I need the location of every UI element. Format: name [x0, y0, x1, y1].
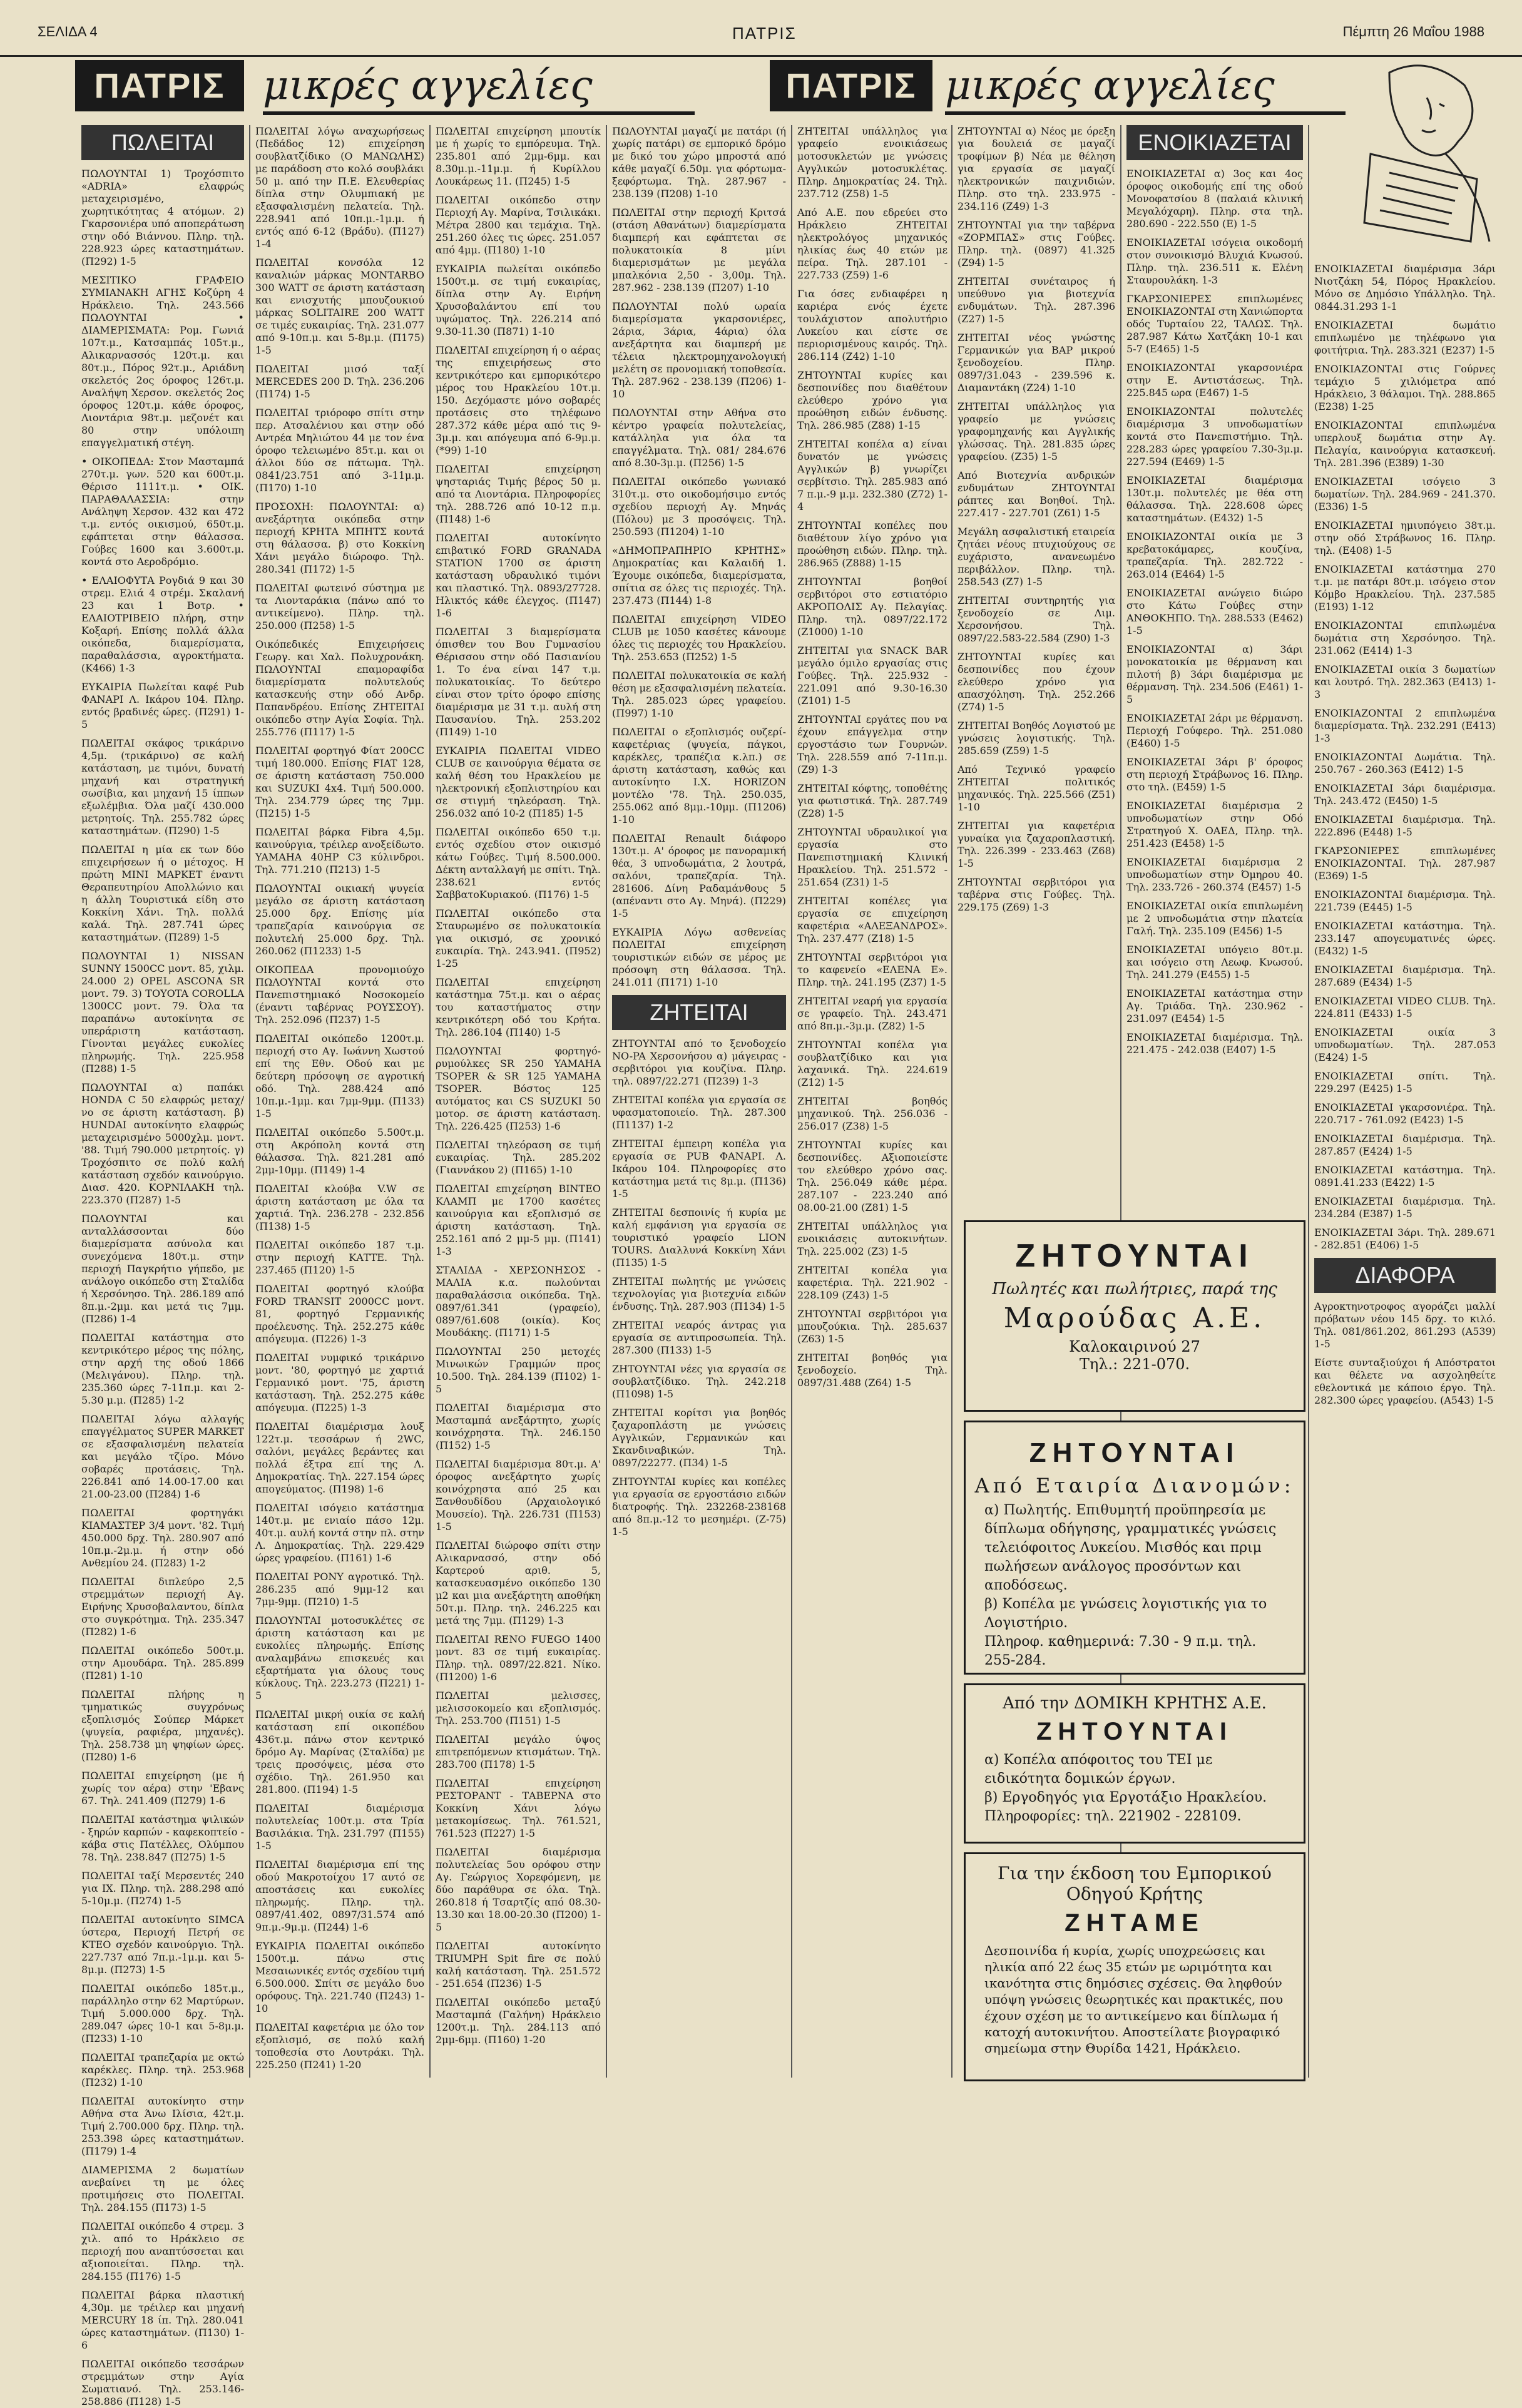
classified-ad: ΕΝΟΙΚΙΑΖΕΤΑΙ 3άρι β' όροφος στη περιοχή Στράβωνος 16. Πληρ. στο τηλ. (Ε459) 1-5	[1126, 756, 1303, 793]
classified-ad: ΖΗΤΕΙΤΑΙ Βοηθός Λογιστού με γνώσεις λογιστικής. Τηλ. 285.659 (Z59) 1-5	[958, 720, 1115, 757]
classified-ad: ΠΩΛΟΥΝΤΑΙ 1) NISSAN SUNNY 1500CC μοντ. 85, χιλμ. 24.000 2) OPEL ASCONA SR μοντ. 79. 3) TOYOTA COROLLA 1300CC μοντ. 79. Όλα τα παραπάνω αυτοκίνητα σε υπεράριστη κατάσταση. Γίνονται μεγάλες ευκολίες πληρωμής. Τηλ. 225.958 (Π288) 1-5	[81, 950, 244, 1074]
classified-ad: ΠΩΛΕΙΤΑΙ αυτοκίνητο στην Αθήνα στα Άνω Ιλίσια, 42τ.μ. Τιμή 2.700.000 δρχ. Πληρ. τηλ. 253.398 ώρες καταστημάτων. (Π179) 1-4	[81, 2095, 244, 2157]
classified-ad: ΖΗΤΕΙΤΑΙ κοπέλα α) είναι δυνατόν με γνώσεις Αγγλικών β) γνωρίζει σερβίτσιο. Τηλ. 285.983 από 7 π.μ.-9 μ.μ. 232.380 (Z72) 1-4	[797, 438, 947, 513]
section-header-diafora: ΔΙΑΦΟΡΑ	[1314, 1258, 1496, 1293]
classified-ad: ΕΝΟΙΚΙΑΖΕΤΑΙ οικία 3 δωματίων και λουτρό. Τηλ. 282.363 (Ε413) 1-3	[1314, 663, 1496, 700]
column-rule	[951, 125, 953, 2078]
classified-ad: ΠΩΛΕΙΤΑΙ οικόπεδο μεταξύ Μασταμπά (Γαλήνη) Ηράκλειο 1200τ.μ. Τηλ. 284.113 από 2μμ-6μμ. (Π160) 1-20	[436, 1996, 601, 2046]
ad-heading: ΖΗΤΟΥΝΤΑΙ	[1015, 1238, 1254, 1274]
section-header-poleitai: ΠΩΛΕΙΤΑΙ	[81, 125, 244, 160]
classified-ad: «ΔΗΜΟΠΡΑΠΗΡΙΟ ΚΡΗΤΗΣ» Δημοκρατίας και Καλαιδή 1. Έχουμε οικόπεδα, διαμερίσματα, σπίτια σε όλες τις περιοχές. Τηλ. 237.473 (Π144) 1-8	[612, 544, 786, 606]
classified-ad: ΕΝΟΙΚΙΑΖΟΝΤΑΙ επιπλωμένα δωμάτια στη Χερσόνησο. Τηλ. 231.062 (Ε414) 1-3	[1314, 620, 1496, 656]
ad-heading: ΖΗΤΟΥΝΤΑΙ	[1029, 1437, 1240, 1468]
ad-contact: Πληροφ. καθημερινά: 7.30 - 9 π.μ. τηλ. 255-284.	[984, 1634, 1257, 1668]
classified-ad: ΠΩΛΕΙΤΑΙ κονσόλα 12 καναλιών μάρκας MONTARBO 300 WATT σε άριστη κατάσταση και ενισχυτής μπουζουκιού μάρκας SOLITAIRE 200 WATT σε τιμές ευκαιρίας. Τηλ. 231.077 από 9-10π.μ. και 5-8μ.μ. (Π175) 1-5	[255, 257, 424, 356]
masthead-left	[75, 60, 701, 111]
classified-ad: ΠΩΛΟΥΝΤΑΙ οικιακή ψυγεία μεγάλο σε άριστη κατάσταση 25.000 δρχ. Επίσης μία τραπεζαρία καινούργια σε πολυτελή 25.000 δρχ. Τηλ. 260.062 (Π1233) 1-5	[255, 882, 424, 957]
classified-ad: ΕΝΟΙΚΙΑΖΕΤΑΙ ημιυπόγειο 38τ.μ. στην οδό Στράβωνος 16. Πληρ. τηλ. (Ε408) 1-5	[1314, 519, 1496, 556]
classified-ad: ΕΥΚΑΙΡΙΑ Λόγω ασθενείας ΠΩΛΕΙΤΑΙ επιχείρηση τουριστικών ειδών σε μέρος με πρόσοψη στη θάλασσα. Τηλ. 241.011 (Π171) 1-10	[612, 926, 786, 988]
classified-ad: ΕΝΟΙΚΙΑΖΕΤΑΙ κατάστημα στην Αγ. Τριάδα. Τηλ. 230.962 - 231.097 (Ε454) 1-5	[1126, 987, 1303, 1024]
classified-ad: ΠΩΛΕΙΤΑΙ 3 διαμερίσματα όπισθεν του Βου Γυμνασίου Θέρισσου στην οδό Πασιανίου 1. Το ένα είναι 147 τ.μ. πολυκατοικίας. Το δεύτερο είναι στον τρίτο όροφο επίσης διαμέρισμα με 31 τ.μ. αυλή στη Παυσανίου. Τηλ. 253.202 (Π149) 1-10	[436, 626, 601, 738]
classified-ad: ΠΩΛΕΙΤΑΙ λόγω αλλαγής επαγγέλματος SUPER MARKET σε εξασφαλισμένη πελατεία και μεγάλο τζίρο. Μόνο σοβαρές προτάσεις. Τηλ. 226.841 από 14.00-17.00 και 21.00-23.00 (Π284) 1-6	[81, 1413, 244, 1500]
classified-ad: ΠΩΛΕΙΤΑΙ κατάστημα ψιλικών - ξηρών καρπών - καφεκοπτείο - κάβα στις Πατέλλες, Ολύμπου 78. Τηλ. 238.847 (Π275) 1-5	[81, 1814, 244, 1863]
classified-ad: ΠΩΛΟΥΝΤΑΙ μοτοσυκλέτες σε άριστη κατάσταση και με ευκολίες πληρωμής. Επίσης αναλαμβάνω επισκευές και εξαρτήματα για όλους τους κύκλους. Τηλ. 223.273 (Π221) 1-5	[255, 1615, 424, 1701]
classified-ad: ΕΝΟΙΚΙΑΖΟΝΤΑΙ διαμέρισμα. Τηλ. 221.739 (Ε445) 1-5	[1314, 889, 1496, 913]
classified-ad: ΖΗΤΟΥΝΤΑΙ α) Νέος με όρεξη για δουλειά σε μαγαζί τροφίμων β) Νέα με θέληση για εργασία σε μαγαζί ηλεκτρονικών παιχνιδιών. Πληρ. στο τηλ. 233.975 - 234.116 (Z49) 1-3	[958, 125, 1115, 212]
classified-ad: ΠΩΛΕΙΤΑΙ διαμέρισμα επί της οδού Μακροτοίχου 17 αυτό σε αποστάσεις και ευκολίες πληρωμής. Πληρ. τηλ. 0897/41.402, 0897/31.574 από 9π.μ.-9μ.μ. (Π244) 1-6	[255, 1859, 424, 1933]
classified-ad: ΖΗΤΟΥΝΤΑΙ εργάτες που να έχουν επάγγελμα στην εργοστάσιο των Γουρνών. Τηλ. 228.559 από 7-11π.μ. (Z9) 1-3	[797, 713, 947, 775]
classified-ad: ΠΩΛΕΙΤΑΙ μισό ταξί MERCEDES 200 D. Τηλ. 236.206 (Π174) 1-5	[255, 363, 424, 400]
running-title: ΠΑΤΡΙΣ	[732, 24, 797, 43]
classified-ad: ΖΗΤΟΥΝΤΑΙ κοπέλες που διαθέτουν λίγο χρόνο για προώθηση ειδών. Πληρ. τηλ. 286.965 (Z888) 1-15	[797, 519, 947, 569]
classified-ad: ΔΙΑΜΕΡΙΣΜΑ 2 δωματίων ανεβαίνει τη με όλες προτιμήσεις στο ΠΟΛΕΙΤΑΙ. Τηλ. 284.155 (Π173) 1-5	[81, 2164, 244, 2213]
classified-ad: ΠΩΛΕΙΤΑΙ βάρκα Fibra 4,5μ. καινούργια, τρέιλερ ανοξείδωτο. YAMAHA 40HP C3 κύλινδροι. Τηλ. 771.210 (Π213) 1-5	[255, 826, 424, 875]
classified-ad: ΠΩΛΕΙΤΑΙ διαμέρισμα στο Μασταμπά ανεξάρτητο, χωρίς κοινόχρηστα. Τηλ. 246.150 (Π152) 1-5	[436, 1402, 601, 1451]
classified-ad: Από Α.Ε. που εδρεύει στο Ηράκλειο ΖΗΤΕΙΤΑΙ ηλεκτρολόγος μηχανικός ηλικίας έως 40 ετών με πείρα. Τηλ. 287.101 - 227.733 (Z59) 1-6	[797, 207, 947, 281]
classified-ad: ΠΩΛΕΙΤΑΙ μεγάλο ύψος επιτρεπόμενων κτισμάτων. Τηλ. 283.700 (Π178) 1-5	[436, 1733, 601, 1770]
classified-ad: ΠΩΛΕΙΤΑΙ οικόπεδο 185τ.μ., παράλληλο στην 62 Μαρτύρων. Τιμή 5.000.000 δρχ. Τηλ. 289.047 ώρες 10-1 και 5-8μ.μ. (Π233) 1-10	[81, 1982, 244, 2044]
classified-ad: ΠΩΛΕΙΤΑΙ ταξί Μερσεντές 240 για ΙΧ. Πληρ. τηλ. 288.298 από 5-10μ.μ. (Π274) 1-5	[81, 1870, 244, 1907]
classified-ad: ΖΗΤΟΥΝΤΑΙ κοπέλα για σουβλατζίδικο και για λαχανικά. Τηλ. 224.619 (Z12) 1-5	[797, 1039, 947, 1088]
classified-ad: ΖΗΤΟΥΝΤΑΙ κυρίες και δεσποινίδες που έχουν ελεύθερο χρόνο για απασχόληση. Τηλ. 252.266 (Z74) 1-5	[958, 651, 1115, 713]
classified-ad: ΠΩΛΕΙΤΑΙ βάρκα πλαστική 4,30μ. με τρέιλερ και μηχανή MERCURY 18 ίπ. Τηλ. 280.041 ώρες καταστημάτων. (Π130) 1-6	[81, 2289, 244, 2351]
classified-ad: ΖΗΤΟΥΝΤΑΙ υδραυλικοί για εργασία στο Πανεπιστημιακή Κλινική Ηρακλείου. Τηλ. 251.572 - 251.654 (Z31) 1-5	[797, 826, 947, 888]
classified-ad: ΖΗΤΟΥΝΤΑΙ κυρίες και δεσποινίδες. Αξιοποιείστε τον ελεύθερο χρόνο σας. Τηλ. 256.049 κάθε μέρα. 287.107 - 223.240 από 08.00-21.00 (Z81) 1-5	[797, 1139, 947, 1213]
classified-ad: ΠΩΛΕΙΤΑΙ οικόπεδο τεσσάρων στρεμμάτων στην Αγία Σωματιανό. Τηλ. 253.146-258.886 (Π128) 1-5	[81, 2358, 244, 2407]
classified-ad: ΕΝΟΙΚΙΑΖΕΤΑΙ διαμέρισμα. Τηλ. 221.475 - 242.038 (Ε407) 1-5	[1126, 1031, 1303, 1056]
classified-ad: ΖΗΤΟΥΝΤΑΙ από το ξενοδοχείο NO-PA Χερσονήσου α) μάγειρας - σερβιτόροι για κουζίνα. Πληρ. τηλ. 0897/22.271 (Π239) 1-3	[612, 1038, 786, 1087]
classified-ad: Από Τεχνικό γραφείο ΖΗΤΕΙΤΑΙ πολιτικός μηχανικός. Τηλ. 225.566 (Z51) 1-10	[958, 763, 1115, 813]
classified-ad: ΕΝΟΙΚΙΑΖΕΤΑΙ διαμέρισμα. Τηλ. 287.689 (Ε434) 1-5	[1314, 964, 1496, 988]
classified-ad: ΕΝΟΙΚΙΑΖΕΤΑΙ δωμάτιο επιπλωμένο με τηλέφωνο για φοιτήτρια. Τηλ. 283.321 (Ε237) 1-5	[1314, 319, 1496, 356]
section-header-zhteitai: ΖΗΤΕΙΤΑΙ	[612, 995, 786, 1030]
classified-ad: ΠΩΛΕΙΤΑΙ οικόπεδο 187 τ.μ. στην περιοχή ΚΑΤΤΕ. Τηλ. 237.465 (Π120) 1-5	[255, 1239, 424, 1276]
classified-ad: ΖΗΤΕΙΤΑΙ για καφετέρια γυναίκα για ζαχαροπλαστική. Τηλ. 226.399 - 233.463 (Z68) 1-5	[958, 820, 1115, 869]
column-rule	[1308, 125, 1309, 2078]
classified-ad: ΠΩΛΕΙΤΑΙ επιχείρηση VIDEO CLUB με 1050 κασέτες κάνουμε όλες τις περιοχές του Ηρακλείου. Τηλ. 253.653 (Π252) 1-5	[612, 613, 786, 663]
classified-ad: ΠΩΛΟΥΝΤΑΙ μαγαζί με πατάρι (ή χωρίς πατάρι) σε εμπορικό δρόμο με δικό του χώρο μπροστά από κάθε μαγαζί 6.50μ. για φόρτωμα-ξεφόρτωμα. Τηλ. 287.967 - 238.139 (Π208) 1-10	[612, 125, 786, 200]
reader-sketch-illustration	[1352, 60, 1496, 248]
classified-ad: ΠΩΛΕΙΤΑΙ διπλεύρο 2,5 στρεμμάτων περιοχή Αγ. Ειρήνης Χρυσοβαλαντου, δίπλα στο συγκρότημα. Τηλ. 235.347 (Π282) 1-6	[81, 1576, 244, 1638]
classified-ad: ΠΩΛΕΙΤΑΙ PONY αγροτικό. Τηλ. 286.235 από 9μμ-12 και 7μμ-9μμ. (Π210) 1-5	[255, 1571, 424, 1608]
page-header	[0, 0, 1522, 57]
classified-ad: ΠΩΛΕΙΤΑΙ οικόπεδο στα Σταυρωμένο σε πολυκατοικία για οικισμό, σε χρονικό ευκαιρία. Τηλ. 243.941. (Π952) 1-25	[436, 907, 601, 969]
classified-ad: Αγροκτηνοτροφος αγοράζει μαλλί πρόβατων νέου 145 δρχ. το κιλό. Τηλ. 081/861.202, 861.293 (Α539) 1-5	[1314, 1300, 1496, 1350]
classified-ad: ΠΩΛΕΙΤΑΙ επιχείρηση κατάστημα 75τ.μ. και ο αέρας του καταστήματος στην κεντρικότερη οδό του Κρήτα. Τηλ. 286.104 (Π140) 1-5	[436, 976, 601, 1038]
classified-ad: ΠΩΛΕΙΤΑΙ τηλεόραση σε τιμή ευκαιρίας. Τηλ. 285.202 (Γιαννάκου 2) (Π165) 1-10	[436, 1139, 601, 1176]
classified-ad: ΠΩΛΕΙΤΑΙ τραπεζαρία με οκτώ καρέκλες. Πληρ. τηλ. 253.968 (Π232) 1-10	[81, 2051, 244, 2088]
classified-ad: ΕΥΚΑΙΡΙΑ ΠΩΛΕΙΤΑΙ οικόπεδο 1500τ.μ. πάνω στις Μεσαιωνικές εντός σχεδίου τιμή 6.500.000. Σπίτι σε μεγάλο δυο ορόφους. Τηλ. 221.740 (Π243) 1-10	[255, 1940, 424, 2014]
classified-ad: Είστε συνταξιούχοι ή Απόστρατοι και θέλετε να ασχοληθείτε εθελοντικά με κάποιο έργο. Τηλ. 282.300 ώρες γραφείου. (Α543) 1-5	[1314, 1357, 1496, 1406]
classified-ad: ΕΝΟΙΚΙΑΖΕΤΑΙ οικία επιπλωμένη με 2 υπνοδωμάτια στην πλατεία Γαλή. Τηλ. 235.109 (Ε456) 1-5	[1126, 900, 1303, 937]
page-number: ΣΕΛΙΔΑ 4	[38, 24, 98, 39]
classified-ad: ΣΤΑΛΙΔΑ - ΧΕΡΣΟΝΗΣΟΣ - ΜΑΛΙΑ κ.α. πωλούνται παραθαλάσσια οικόπεδα. Τηλ. 0897/61.341 (γραφείο), 0897/61.608 (οικία). Κος Μουδάκης. (Π171) 1-5	[436, 1264, 601, 1339]
classified-ad: ΖΗΤΟΥΝΤΑΙ σερβιτόροι για μπουζούκια. Τηλ. 285.637 (Z63) 1-5	[797, 1308, 947, 1345]
classified-ad: ΕΝΟΙΚΙΑΖΕΤΑΙ γκαρσονιέρα. Τηλ. 220.717 - 761.092 (Ε423) 1-5	[1314, 1101, 1496, 1126]
classified-ad: ΠΩΛΕΙΤΑΙ διαμέρισμα 80τ.μ. Α' όροφος ανεξάρτητο χωρίς κοινόχρηστα από 25 και Ξανθουδίδου (Αρχαιολογικό Μουσείο). Τηλ. 226.731 (Π153) 1-5	[436, 1458, 601, 1533]
classified-ad: ΠΩΛΟΥΝΤΑΙ στην Αθήνα στο κέντρο γραφεία πολυτελείας, κατάλληλα για όλα τα επαγγέλματα. Τηλ. 081/ 284.676 από 8.30-3μ.μ. (Π256) 1-5	[612, 407, 786, 469]
classified-ad: ΠΩΛΕΙΤΑΙ επιχείρηση ψησταριάς Τιμής βέρος 50 μ. από τα Λιοντάρια. Πληροφορίες τηλ. 288.726 από 10-12 π.μ. (Π148) 1-6	[436, 463, 601, 525]
classified-ad: ΠΩΛΕΙΤΑΙ RENO FUEGO 1400 μοντ. 83 σε τιμή ευκαιρίας. Πληρ. τηλ. 0897/22.821. Νίκο. (Π1200) 1-6	[436, 1633, 601, 1683]
classified-ad: ΖΗΤΕΙΤΑΙ κοπέλα για καφετέρια. Τηλ. 221.902 - 228.109 (Z43) 1-5	[797, 1264, 947, 1301]
ad-subheading: Οδηγού Κρήτης	[1066, 1884, 1203, 1904]
classified-ad: ΖΗΤΕΙΤΑΙ νεαρή για εργασία σε γραφείο. Τηλ. 243.471 από 8π.μ.-3μ.μ. (Z82) 1-5	[797, 995, 947, 1032]
classified-ad: ΠΩΛΕΙΤΑΙ οικόπεδο στην Περιοχή Αγ. Μαρίνα, Τσιλικάκι. Μέτρα 2800 και τεμάχια. Τηλ. 251.260 όλες τις ώρες. 251.057 από 4μμ. (Π180) 1-10	[436, 194, 601, 256]
classified-ad: ΠΩΛΟΥΝΤΑΙ 250 μετοχές Μινωικών Γραμμών προς 10.500. Τηλ. 284.139 (Π102) 1-5	[436, 1345, 601, 1395]
classified-ad: ΠΩΛΕΙΤΑΙ πλήρης η τμηματικώς συγχρόνως εξοπλισμός Σούπερ Μάρκετ (ψυγεία, ραφιέρα, μηχανές). Τηλ. 258.738 μη ψηφίων ώρες. (Π280) 1-6	[81, 1688, 244, 1763]
classified-ad: ΖΗΤΕΙΤΑΙ δεσποινίς ή κυρία με καλή εμφάνιση για εργασία σε τουριστικό γραφείο LION TOURS. Διαλλυνά Κοκκίνη Χάνι (Π135) 1-5	[612, 1207, 786, 1268]
classified-ad: Για όσες ενδιαφέρει η καριέρα ενός έχετε τουλάχιστον απολυτήριο Λυκείου και είστε σε περιορισμένους καιρός. Τηλ. 286.114 (Z42) 1-10	[797, 288, 947, 362]
classified-ad: ΠΩΛΕΙΤΑΙ στην περιοχή Κριτσά (στάση Αθανάτων) διαμερίσματα διαμπερή και εφάπτεται σε πολυκατοικία 8 μίνι διαμερισμάτων με μεγάλα μπαλκόνια 2,50 - 3,00μ. Τηλ. 287.962 - 238.139 (Π207) 1-10	[612, 207, 786, 293]
classified-ad: ΖΗΤΕΙΤΑΙ υπάλληλος για γραφείο ενοικιάσεως μοτοσυκλετών με γνώσεις Αγγλικών μοτοσυκλέτας. Πληρ. Δημοκρατίας 24. Τηλ. 237.712 (Z58) 1-5	[797, 125, 947, 200]
classified-ad: ΕΝΟΙΚΙΑΖΟΝΤΑΙ στις Γούρνες τεμάχιο 5 χιλιόμετρα από Ηράκλειο, 3 θάλαμοι. Τηλ. 288.865 (Ε238) 1-25	[1314, 363, 1496, 412]
classified-ad: ΠΩΛΕΙΤΑΙ επιχείρηση ΡΕΣΤΟΡΑΝΤ - ΤΑΒΕΡΝΑ στο Κοκκίνη Χάνι λόγω μετακομίσεως. Τηλ. 761.521, 761.523 (Π227) 1-5	[436, 1777, 601, 1839]
classified-ad: Μεγάλη ασφαλιστική εταιρεία ζητάει νέους πτυχιούχους σε ευχάριστο, ανανεωμένο περιβάλλον. Πληρ. τηλ. 258.543 (Z7) 1-5	[958, 526, 1115, 588]
classified-ad: ΕΝΟΙΚΙΑΖΕΤΑΙ υπόγειο 80τ.μ. και ισόγειο στη Λεωφ. Κνωσού. Τηλ. 241.279 (Ε455) 1-5	[1126, 944, 1303, 981]
classified-ad: ΠΩΛΕΙΤΑΙ οικόπεδο 500τ.μ. στην Αμουδάρα. Τηλ. 285.899 (Π281) 1-10	[81, 1645, 244, 1681]
classified-ad: ΖΗΤΕΙΤΑΙ συνέταιρος ή υπεύθυνο για βιοτεχνία ενδυμάτων. Τηλ. 287.396 (Z27) 1-5	[958, 275, 1115, 325]
classified-ad: ΠΩΛΕΙΤΑΙ ισόγειο κατάστημα 140τ.μ. με ενιαίο πάσο 12μ. 40τ.μ. αυλή κοντά στην πλ. στην Λ. Δημοκρατίας. Τηλ. 229.429 ώρες γραφείου. (Π161) 1-6	[255, 1502, 424, 1564]
issue-date: Πέμπτη 26 Μαΐου 1988	[1342, 24, 1484, 39]
classified-ad: ΕΝΟΙΚΙΑΖΕΤΑΙ 3άρι διαμέρισμα. Τηλ. 243.472 (Ε450) 1-5	[1314, 782, 1496, 807]
classified-ad: ΕΝΟΙΚΙΑΖΕΤΑΙ VIDEO CLUB. Τηλ. 224.811 (Ε433) 1-5	[1314, 995, 1496, 1019]
classified-ad: ΖΗΤΕΙΤΑΙ βοηθός για ξενοδοχείο. Τηλ. 0897/31.488 (Z64) 1-5	[797, 1352, 947, 1389]
classified-ad: ΓΚΑΡΣΟΝΙΕΡΕΣ επιπλωμένες ΕΝΟΙΚΙΑΖΟΝΤΑΙ. Τηλ. 287.987 (Ε369) 1-5	[1314, 845, 1496, 882]
classified-ad: ΕΝΟΙΚΙΑΖΕΤΑΙ 3άρι. Τηλ. 289.671 - 282.851 (Ε406) 1-5	[1314, 1227, 1496, 1251]
classified-ad: ΠΩΛΕΙΤΑΙ πολυκατοικία σε καλή θέση με εξασφαλισμένη πελατεία. Τηλ. 285.023 ώρες γραφείου. (Π997) 1-10	[612, 670, 786, 719]
ad-address: Καλοκαιρινού 27	[1069, 1338, 1200, 1355]
classified-ad: ΕΝΟΙΚΙΑΖΕΤΑΙ διαμέρισμα 2 υπνοδωματίων στην Όμηρου 40. Τηλ. 233.726 - 260.374 (Ε457) 1-5	[1126, 856, 1303, 893]
section-title: μικρές αγγελίες	[263, 60, 695, 115]
classified-ad: ΕΝΟΙΚΙΑΖΕΤΑΙ οικία 3 υπνοδωματίων. Τηλ. 287.053 (Ε424) 1-5	[1314, 1026, 1496, 1063]
masthead-right	[770, 60, 1352, 111]
display-ad-domiki-kritis	[964, 1683, 1305, 1844]
classified-ad: ΓΚΑΡΣΟΝΙΕΡΕΣ επιπλωμένες ΕΝΟΙΚΙΑΖΟΝΤΑΙ στη Χανιώπορτα οδός Τυρταίου 22, ΤΑΛΩΣ. Τηλ. 287.987 Κάτω Χατζάκη 10-1 και 5-7 (Ε465) 1-5	[1126, 293, 1303, 355]
classified-ad: ΖΗΤΟΥΝΤΑΙ σερβιτόροι για ταβέρνα στις Γούβες. Τηλ. 229.175 (Z69) 1-3	[958, 876, 1115, 913]
classified-ad: ΜΕΣΙΤΙΚΟ ΓΡΑΦΕΙΟ ΣΥΜΙΑΝΑΚΗ ΑΓΗΣ Κοζύρη 4 Ηράκλειο. Τηλ. 243.566 ΠΩΛΟΥΝΤΑΙ • ΔΙΑΜΕΡΙΣΜΑΤΑ: Ρομ. Γωνιά 107τ.μ., Κατσαμπάς 105τ.μ., Αλικαρνασσός 120τ.μ. και 80τ.μ., Πόρος 92τ.μ., Αριάδνη σκελετός 2ος όροφος 126τ.μ. Αναλήψη Χερσον. σκελετός 2ος όροφος 120τ.μ. κάθε όροφος, Λιοντάρια 98τ.μ. μεζονέτ και 80 στην υπόλοιπη επαγγελματική στέγη.	[81, 274, 244, 449]
classified-ad: ΠΩΛΕΙΤΑΙ μελισσες, μελισσοκομείο και εξοπλισμός. Τηλ. 253.700 (Π151) 1-5	[436, 1690, 601, 1727]
ad-heading: ΖΗΤΟΥΝΤΑΙ	[1036, 1718, 1233, 1745]
ad-company-name: Μαρούδας Α.Ε.	[1003, 1302, 1266, 1334]
classified-ad: ΕΝΟΙΚΙΑΖΕΤΑΙ διαμέρισμα 130τ.μ. πολυτελές με θέα στη θάλασσα. Τηλ. 228.608 ώρες καταστημάτων. (Ε432) 1-5	[1126, 474, 1303, 524]
classified-ad: ΖΗΤΕΙΤΑΙ κορίτσι για βοηθός ζαχαροπλάστη με γνώσεις Αγγλικών, Γερμανικών και Σκανδιναβικών. Τηλ. 0897/22277. (Π34) 1-5	[612, 1407, 786, 1469]
classified-ad: ΠΩΛΟΥΝΤΑΙ φορτηγό-ρυμούλκες SR 250 YAMAHA TSOPER & SR 125 YAMAHA TSOPER. Βόστος 125 αυτόματος και CS SUZUKI 50 μοτορ. σε άριστη κατάσταση. Τηλ. 226.425 (Π253) 1-6	[436, 1045, 601, 1132]
classified-ad: ΕΝΟΙΚΙΑΖΕΤΑΙ σπίτι. Τηλ. 229.297 (Ε425) 1-5	[1314, 1070, 1496, 1094]
column-3	[436, 125, 601, 2078]
ad-text: Δεσποινίδα ή κυρία, χωρίς υποχρεώσεις και ηλικία από 22 έως 35 ετών με ωριμότητα και ικανότητα στις δημόσιες σχέσεις. Θα ληφθούν υπόψη γνώσεις θεωρητικές και πρακτικές, που έχουν σχέση με το αντικείμενο και δίπλωμα ή κατοχή αυτοκινήτου. Αποστείλατε βιογραφικό σημείωμα στην Θυρίδα 1421, Ηράκλειο.	[984, 1943, 1284, 2056]
classified-ad: ΠΩΛΕΙΤΑΙ επιχείρηση ή ο αέρας της επιχειρήσεως στο κεντρικότερο και εμπορικότερο μέρος του Ηρακλείου 10τ.μ. 150. Δεχόμαστε μόνο σοβαρές προτάσεις στο τηλέφωνο 287.372 κάθε μέρα από τις 9-3μ.μ. και απόγευμα από 6-9μ.μ. (*99) 1-10	[436, 344, 601, 456]
classified-ad: ΠΩΛΕΙΤΑΙ επιχείρηση (με ή χωρίς τον αέρα) στην 'Εβανς 67. Τηλ. 241.409 (Π279) 1-6	[81, 1770, 244, 1807]
classified-ad: ΕΝΟΙΚΙΑΖΟΝΤΑΙ 2 επιπλωμένα διαμερίσματα. Τηλ. 232.291 (Ε413) 1-3	[1314, 707, 1496, 744]
classified-ad: ΖΗΤΕΙΤΑΙ για SNACK BAR μεγάλο όμιλο εργασίας στις Γούβες. Τηλ. 225.932 - 221.091 από 9.30-16.30 (Z101) 1-5	[797, 645, 947, 707]
classified-ad: ΕΝΟΙΚΙΑΖΕΤΑΙ ισόγειο 3 δωματίων. Τηλ. 284.969 - 241.370. (Ε336) 1-5	[1314, 476, 1496, 513]
classified-ad: ΖΗΤΕΙΤΑΙ υπάλληλος για γραφείο με γνώσεις γραφομηχανής και Αγγλικής γλώσσας. Τηλ. 281.835 ώρες γραφείου. (Z35) 1-5	[958, 400, 1115, 462]
classified-ad: ΖΗΤΟΥΝΤΑΙ κυρίες και κοπέλες για εργασία σε εργοστάσιο ειδών διατροφής. Τηλ. 232268-238168 από 8π.μ.-12 το μεσημέρι. (Ζ-75) 1-5	[612, 1476, 786, 1538]
classified-ad: ΠΩΛΕΙΤΑΙ μικρή οικία σε καλή κατάσταση επί οικοπέδου 436τ.μ. πάνω στον κεντρικό δρόμο Αγ. Μαρίνας (Σταλίδα) με τρεις προσόψεις, μέσα στο σχέδιο. Τηλ. 261.950 και 281.800. (Π194) 1-5	[255, 1708, 424, 1795]
classified-ad: ΠΩΛΕΙΤΑΙ η μία εκ των δύο επιχειρήσεων ή ο μέτοχος. Η πρώτη ΜΙΝΙ ΜΑΡΚΕΤ έναντι Θεραπευτηρίου Απολλώνιο και η άλλη Τουριστικά είδη στο Κοκκίνη Χάνι. Τηλ. πολλά καλά. Τηλ. 287.741 ώρες καταστημάτων. (Π289) 1-5	[81, 844, 244, 943]
classified-ad: ΠΩΛΕΙΤΑΙ κατάστημα στο κεντρικότερο μέρος της πόλης, στην αρχή της οδού 1866 (Μελιγάνου). Πληρ. τηλ. 235.360 ώρες 7-11π.μ. και 2-5.30 μ.μ. (Π285) 1-2	[81, 1332, 244, 1406]
classified-ad: • ΕΛΑΙΟΦΥΤΑ Ρογδιά 9 και 30 στρεμ. Ελιά 4 στρέμ. Σκαλανή 23 και 1 Βοτρ. • ΕΛΑΙΟΤΡΙΒΕΙΟ πλήρη, στην Κοξαρή. Επίσης πολλά άλλα οικόπεδα, διαμερίσματα, παραθαλάσσια, αγροκτήματα. (Κ466) 1-3	[81, 574, 244, 674]
classified-ad: ΕΝΟΙΚΙΑΖΕΤΑΙ κατάστημα. Τηλ. 233.147 απογευματινές ώρες. (Ε432) 1-5	[1314, 920, 1496, 957]
display-ad-distribution-company	[964, 1421, 1305, 1675]
classified-ad: ΕΝΟΙΚΙΑΖΟΝΤΑΙ οικία με 3 κρεβατοκάμαρες, κουζίνα, τραπεζαρία. Τηλ. 282.722 - 263.014 (Ε464) 1-5	[1126, 531, 1303, 580]
classified-ad: ΖΗΤΕΙΤΑΙ νεαρός άντρας για εργασία σε αντιπροσωπεία. Τηλ. 287.300 (Π133) 1-5	[612, 1319, 786, 1356]
classified-ad: ΠΩΛΟΥΝΤΑΙ και ανταλλάσσονται δύο διαμερίσματα ασύνολα και συνεχόμενα 180τ.μ. στην περιοχή Παγκρήτιο γήπεδο, με ανάλογο οικόπεδο στη Σταλίδα ή Χερσόνησο. Τηλ. 286.189 από 8π.μ.-2μμ. και μετά τις 7μμ. (Π286) 1-4	[81, 1213, 244, 1325]
classified-ad: ΠΩΛΟΥΝΤΑΙ πολύ ωραία διαμερίσματα γκαρσονιέρες, 2άρια, 3άρια, 4άρια) όλα ανεξάρτητα και διαμπερή με τέλεια ηλεκτρομηχανολογική μελέτη σε προνομιακή τοποθεσία. Τηλ. 287.962 - 238.139 (Π206) 1-10	[612, 300, 786, 400]
classified-ad: ΠΩΛΕΙΤΑΙ διαμέρισμα πολυτελείας 100τ.μ. στα Τρία Βασιλάκια. Τηλ. 231.797 (Π155) 1-5	[255, 1802, 424, 1852]
ad-subheading: Πωλητές και πωλήτριες, παρά της	[992, 1280, 1277, 1298]
classified-ad: ΠΩΛΕΙΤΑΙ λόγω αναχωρήσεως (Πεδάδος 12) επιχείρηση σουβλατζίδικο (Ο ΜΑΝΩΛΗΣ) με παράδοση στο κολό σουβλάκι 50 μ. από την Π.Ε. Ελευθερίας δίπλα στην Ολυμπιακή με εξασφαλισμένη πελατεία. Τηλ. 228.941 από 10π.μ.-1μ.μ. ή εντός από 6-12 (Βράδυ). (Π127) 1-4	[255, 125, 424, 250]
classified-ad: ΠΩΛΕΙΤΑΙ φωτεινό σύστημα με τα Λιονταράκια (πάνω από το αντικείμενο). Πληρ. τηλ. 250.000 (Π258) 1-5	[255, 582, 424, 631]
classified-ad: ΕΝΟΙΚΙΑΖΟΝΤΑΙ α) 3άρι μονοκατοικία με θέρμανση και πιλοτή β) 3άρι διαμέρισμα με θέρμανση. Τηλ. 234.506 (Ε461) 1-5	[1126, 643, 1303, 705]
section-title: μικρές αγγελίες	[945, 60, 1346, 115]
classified-ad: ΕΝΟΙΚΙΑΖΕΤΑΙ 2άρι με θέρμανση. Περιοχή Γούφερο. Τηλ. 251.080 (Ε460) 1-5	[1126, 712, 1303, 749]
ad-heading: ΖΗΤΑΜΕ	[1065, 1909, 1205, 1937]
column-1	[81, 125, 244, 2407]
classified-ad: ΖΗΤΟΥΝΤΑΙ κυρίες και δεσποινίδες που διαθέτουν ελεύθερο χρόνο για προώθηση ειδών ένδυσης. Τηλ. 286.985 (Z88) 1-15	[797, 369, 947, 431]
classified-ad: ΠΩΛΕΙΤΑΙ οικόπεδο 4 στρεμ. 3 χιλ. από το Ηράκλειο σε περιοχή που αναπτύσσεται και αξιοποιείται. Πληρ. τηλ. 284.155 (Π176) 1-5	[81, 2220, 244, 2282]
classified-ad: ΖΗΤΕΙΤΑΙ κόφτης, τοποθέτης για φωτιστικά. Τηλ. 287.749 (Z28) 1-5	[797, 782, 947, 819]
classified-ad: ΕΝΟΙΚΙΑΖΕΤΑΙ α) 3ος και 4ος όροφος οικοδομής επί της οδού Μονοφατσίου 8 (παλαιά κλινική Μεγαλόχαρη). Πληρ. στα τηλ. 280.690 - 222.550 (Ε) 1-5	[1126, 168, 1303, 230]
classified-ad: ΖΗΤΕΙΤΑΙ πωλητής με γνώσεις τεχνολογίας για βιοτεχνία ειδών ένδυσης. Τηλ. 287.903 (Π134) 1-5	[612, 1275, 786, 1312]
ad-text: α) Κοπέλα απόφοιτος του ΤΕΙ με ειδικότητα δομικών έργων.	[984, 1752, 1213, 1787]
classified-ad: ΠΩΛΕΙΤΑΙ φορτηγό κλούβα FORD TRANSIT 2000CC μοντ. 81, φορτηγό Γερμανικής προέλευσης. Τηλ. 252.275 κάθε απόγευμα. (Π226) 1-3	[255, 1283, 424, 1345]
classified-ad: ΖΗΤΟΥΝΤΑΙ για την ταβέρνα «ΖΟΡΜΠΑΣ» στις Γούβες. Πληρ. τηλ. (0897) 41.325 (Z94) 1-5	[958, 219, 1115, 268]
classified-ad: ΕΝΟΙΚΙΑΖΟΝΤΑΙ πολυτελές διαμέρισμα 3 υπνοδωματίων κοντά στο Πανεπιστήμιο. Τηλ. 228.283 ώρες γραφείου 7.30-3μ.μ. 227.594 (Ε469) 1-5	[1126, 406, 1303, 467]
classified-ad: ΠΩΛΕΙΤΑΙ διαμέρισμα πολυτελείας 5ου ορόφου στην Αγ. Γεώργιος Χορεφόμενη, με δύο παράθυρα σε όλα. Τηλ. 260.818 ή Τσαρτζίς από 08.30-13.30 και 18.00-20.30 (Π200) 1-5	[436, 1846, 601, 1933]
column-5	[797, 125, 947, 1389]
classified-ad: ΕΝΟΙΚΙΑΖΕΤΑΙ διαμέρισμα. Τηλ. 222.896 (Ε448) 1-5	[1314, 814, 1496, 838]
classified-ad: ΠΩΛΕΙΤΑΙ διαμέρισμα λουξ 122τ.μ. τεσσάρων ή 2WC, σαλόνι, μεγάλες βεράντες και πολλά έξτρα επί της Λ. Δημοκρατίας. Τηλ. 227.154 ώρες απογεύματος. (Π198) 1-6	[255, 1421, 424, 1495]
classified-ad: ΖΗΤΕΙΤΑΙ έμπειρη κοπέλα για εργασία σε PUB ΦΑΝΑΡΙ. Λ. Ικάρου 104. Πληροφορίες στο κατάστημα μετά τις 8μ.μ. (Π136) 1-5	[612, 1138, 786, 1200]
classified-ad: ΕΥΚΑΙΡΙΑ ΠΩΛΕΙΤΑΙ VIDEO CLUB σε καινούργια θέματα σε καλή θέση του Ηρακλείου με ηλεκτρονική εξοπλιστηρίου και σε στιγμή τηλεόραση. Τηλ. 256.032 από 10-2 (Π185) 1-5	[436, 745, 601, 819]
classified-ad: ΕΥΚΑΙΡΙΑ Πωλείται καφέ Pub ΦΑΝΑΡΙ Λ. Ικάρου 104. Πληρ. εντός βραδινές ώρες. (Π291) 1-5	[81, 681, 244, 730]
column-rule	[791, 125, 792, 2078]
classified-ad: ΕΝΟΙΚΙΑΖΕΤΑΙ ανώγειο διώρο στο Κάτω Γούβες στην ΑΝΘΟΚΗΠΟ. Τηλ. 288.533 (Ε462) 1-5	[1126, 587, 1303, 636]
classified-ad: ΠΩΛΕΙΤΑΙ Renault διάφορο 130τ.μ. Α' όροφος με πανοραμική θέα, 3 υπνοδωμάτια, 2 λουτρά, σαλόνι, τραπεζαρία. Τηλ. 281606. Δίνη Ραδαμάνθους 5 (απέναντι στο Αγ. Μηνά). (Π229) 1-5	[612, 832, 786, 919]
classified-ad: ΠΩΛΕΙΤΑΙ αυτοκίνητο επιβατικό FORD GRANADA STATION 1700 σε άριστη κατάσταση υδραυλικό τιμόνι και πλαστικό. Τηλ. 0893/27728. Ηλικτός κάθε έλεγχος. (Π147) 1-6	[436, 532, 601, 619]
classified-ad: ΠΩΛΕΙΤΑΙ τριόροφο σπίτι στην περ. Ατσαλένιου και στην οδό Αντρέα Μηλιώτου 44 με τον ένα όροφο τελειωμένο 85τ.μ. και οι άλλοι δύο σε πάτωμα. Τηλ. 0841/23.751 από 3-11μ.μ. (Π170) 1-10	[255, 407, 424, 494]
classified-ad: ΖΗΤΕΙΤΑΙ κοπέλα για εργασία σε υφασματοποιείο. Τηλ. 287.300 (Π1137) 1-2	[612, 1094, 786, 1131]
classified-ad: ΠΩΛΕΙΤΑΙ αυτοκίνητο SIMCA ύστερα, Περιοχή Πετρή σε ΚΤΕΟ σχεδόν καινούργιο. Τηλ. 227.737 από 7π.μ.-1μ.μ. και 5-8μ.μ. (Π273) 1-5	[81, 1914, 244, 1976]
ad-text: α) Πωλητής. Επιθυμητή προϋπηρεσία με δίπλωμα οδήγησης, γραμματικές γνώσεις τελειόφοιτος Λυκείου. Μισθός και πριμ πωλήσεων ανάλογος προσόντων και αποδόσεως.	[984, 1502, 1277, 1593]
column-7	[1126, 125, 1303, 1201]
classified-ad: ΠΩΛΕΙΤΑΙ οικόπεδο 1200τ.μ. περιοχή στο Αγ. Ιωάννη Χωστού επί της Εθν. Οδού και με δεύτερη πρόσοψη σε αγροτική οδό. Τηλ. 288.424 από 10π.μ.-1μμ. και 7μμ-9μμ. (Π133) 1-5	[255, 1033, 424, 1120]
classified-ad: ΠΩΛΕΙΤΑΙ καφετέρια με όλο τον εξοπλισμό, σε πολύ καλή τοποθεσία στο Λουτράκι. Τηλ. 225.250 (Π241) 1-20	[255, 2021, 424, 2071]
classified-ad: ΖΗΤΕΙΤΑΙ νέος γνώστης Γερμανικών για ΒΑΡ μικρού ξενοδοχείου. Πληρ. 0897/31.043 - 239.596 κ. Διαμαντάκη (Z24) 1-10	[958, 332, 1115, 394]
display-ad-maroudas	[964, 1220, 1305, 1412]
classified-ad: ΕΥΚΑΙΡΙΑ πωλείται οικόπεδο 1500τ.μ. σε τιμή ευκαιρίας, δίπλα στην Αγ. Ειρήνη Χρυσοβαλάντου επί του υψώματος. Τηλ. 226.214 από 9.30-11.30 (Π871) 1-10	[436, 263, 601, 337]
ad-subheading: Από την ΔΟΜΙΚΗ ΚΡΗΤΗΣ Α.Ε.	[1003, 1694, 1267, 1713]
classified-ad: ΕΝΟΙΚΙΑΖΕΤΑΙ διαμέρισμα 3άρι Νιοτζάκη 54, Πόρος Ηρακλείου. Μόνο σε Δημόσιο Υπάλληλο. Τηλ. 0844.31.293 1-1	[1314, 263, 1496, 312]
classified-ad: ΕΝΟΙΚΙΑΖΟΝΤΑΙ επιπλωμένα υπερλουξ δωμάτια στην Αγ. Πελαγία, καινούργια κατασκευή. Τηλ. 281.396 (Ε389) 1-30	[1314, 419, 1496, 469]
classified-ad: ΠΩΛΕΙΤΑΙ οικόπεδο 650 τ.μ. εντός σχεδίου στον οικισμό κάτω Γούβες. Τιμή 8.500.000. Δέκτη ανταλλαγή με σπίτι. Τηλ. 238.621 εντός ΣαββατοΚυριακού. (Π176) 1-5	[436, 826, 601, 900]
ad-text: β) Εργοδηγός για Εργοτάξιο Ηρακλείου.	[984, 1790, 1267, 1805]
classified-ad: ΕΝΟΙΚΙΑΖΕΤΑΙ ισόγεια οικοδομή στον συνοικισμό Βλυχιά Κνωσού. Πληρ. τηλ. 236.511 κ. Ελένη Σταυρουλάκη. 1-3	[1126, 237, 1303, 286]
classified-ad: ΠΩΛΕΙΤΑΙ οικόπεδο 5.500τ.μ. στη Ακρόπολη κοντά στη θάλασσα. Τηλ. 821.281 από 2μμ-10μμ. (Π149) 1-4	[255, 1126, 424, 1176]
classified-ad: ΕΝΟΙΚΙΑΖΕΤΑΙ διαμέρισμα 2 υπνοδωματίων στην Οδό Στρατηγού Χ. ΟΑΕΔ, Πληρ. τηλ. 251.423 (Ε458) 1-5	[1126, 800, 1303, 849]
ad-contact: Πληροφορίες: τηλ. 221902 - 228109.	[984, 1809, 1242, 1824]
classified-ad: ΠΩΛΕΙΤΑΙ οικόπεδο γωνιακό 310τ.μ. στο οικοδομήσιμο εντός σχεδίου περιοχή Αγ. Μηνάς (Πόλου) με 3 προσόψεις. Τηλ. 250.593 (Π1204) 1-10	[612, 476, 786, 538]
classified-ad: ΠΩΛΕΙΤΑΙ φορτηγό Φίατ 200CC τιμή 180.000. Επίσης FIAT 128, σε άριστη κατάσταση 750.000 και SUZUKI 4x4. Τιμή 500.000. Τηλ. 234.779 ώρες της 7μμ. (Π215) 1-5	[255, 745, 424, 819]
column-rule	[429, 125, 431, 2078]
classified-ad: ΠΩΛΕΙΤΑΙ διώροφο σπίτι στην Αλικαρνασσό, στην οδό Καρτερού αριθ. 5, κατασκευασμένο οικόπεδο 130 μ2 και μια ανεξάρτητη αποθήκη 50τ.μ. Πληρ. τηλ. 246.225 και μετά της 7μμ. (Π129) 1-3	[436, 1539, 601, 1626]
classified-ad: ΠΩΛΕΙΤΑΙ κλούβα V.W σε άριστη κατάσταση με όλα τα χαρτιά. Τηλ. 236.278 - 232.856 (Π138) 1-5	[255, 1183, 424, 1232]
classified-ad: ΠΩΛΕΙΤΑΙ επιχείρηση ΒΙΝΤΕΟ ΚΛΑΜΠ με 1700 κασέτες καινούργια και εξοπλισμό σε άριστη κατάσταση. Τηλ. 252.161 από 2 μμ-5 μμ. (Π141) 1-3	[436, 1183, 601, 1257]
section-header-enoikiazetai: ΕΝΟΙΚΙΑΖΕΤΑΙ	[1126, 125, 1303, 160]
classified-ad: ΕΝΟΙΚΙΑΖΕΤΑΙ διαμέρισμα. Τηλ. 287.857 (Ε424) 1-5	[1314, 1133, 1496, 1157]
classified-ad: ΠΡΟΣΟΧΗ: ΠΩΛΟΥΝΤΑΙ: α) ανεξάρτητα οικόπεδα στην περιοχή ΚΡΗΤΑ ΜΠΗΤΣ κοντά στη θάλασσα. β) στο Κοκκίνη Χάνι μεγάλο διώροφο. Τηλ. 280.341 (Π172) 1-5	[255, 501, 424, 575]
classified-ad: ΕΝΟΙΚΙΑΖΟΝΤΑΙ Δωμάτια. Τηλ. 250.767 - 260.363 (Ε412) 1-5	[1314, 751, 1496, 775]
classified-ad: ΠΩΛΕΙΤΑΙ επιχείρηση μπουτίκ με ή χωρίς το εμπόρευμα. Τηλ. 235.801 από 2μμ-6μμ. και 8.30μ.μ.-11μ.μ. ή Κυρίλλου Λουκάρεως 11. (Π245) 1-5	[436, 125, 601, 187]
classified-ad: ΖΗΤΟΥΝΤΑΙ βοηθοί σερβιτόροι στο εστιατόριο ΑΚΡΟΠΟΛΙΣ Αγ. Πελαγίας. Πληρ. τηλ. 0897/22.172 (Z1000) 1-10	[797, 576, 947, 638]
classified-ad: ΖΗΤΕΙΤΑΙ βοηθός μηχανικού. Τηλ. 256.036 - 256.017 (Z38) 1-5	[797, 1095, 947, 1132]
classified-ad: Από Βιοτεχνία ανδρικών ενδυμάτων ΖΗΤΟΥΝΤΑΙ ράπτες και Βοηθοί. Τηλ. 227.417 - 227.701 (Z61) 1-5	[958, 469, 1115, 519]
classified-ad: ΕΝΟΙΚΙΑΖΕΤΑΙ κατάστημα. Τηλ. 0891.41.233 (Ε422) 1-5	[1314, 1164, 1496, 1188]
classified-ad: ΠΩΛΕΙΤΑΙ αυτοκίνητο TRIUMPH Spit fire σε πολύ καλή κατάσταση. Τηλ. 251.572 - 251.654 (Π236) 1-5	[436, 1940, 601, 1989]
classified-ad: ΖΗΤΕΙΤΑΙ κοπέλες για εργασία σε επιχείρηση καφετέρια «ΑΛΕΞΑΝΔΡΟΣ». Τηλ. 237.477 (Z18) 1-5	[797, 895, 947, 944]
ad-subheading: Για την έκδοση του Εμπορικού	[998, 1863, 1272, 1884]
classified-ad: ΠΩΛΕΙΤΑΙ σκάφος τρικάρινο 4,5μ. (τρικάρινο) σε καλή κατάσταση, με τιμόνι, δυνατή μηχανή και στρατηγική σωσίβια, και μηχανή 15 ίππων εξωλέμβια. Όλα μαζί 430.000 μετρητοίς. Τηλ. 255.782 ώρες καταστημάτων. (Π290) 1-5	[81, 737, 244, 837]
classified-ad: • ΟΙΚΟΠΕΔΑ: Στον Μασταμπά 270τ.μ. γων. 520 και 600τ.μ. Θέρισο 1111τ.μ. • ΟΙΚ. ΠΑΡΑΘΑΛΑΣΣΙΑ: στην Ανάληψη Χερσον. 432 και 472 τ.μ. εντός οικισμού, 650τ.μ. εφάπτεται στην θάλασσα. Γούβες 1600 και 3.600τ.μ. κοντά στο Αεροδρόμιο.	[81, 456, 244, 568]
ad-text: β) Κοπέλα με γνώσεις λογιστικής για το Λογιστήριο.	[984, 1596, 1267, 1631]
classified-ad: ΠΩΛΟΥΝΤΑΙ 1) Τροχόσπιτο «ADRIA» ελαφρώς μεταχειρισμένο, χωρητικότητας 4 ατόμων. 2) Γκαρσονιέρα υπό αποπεράτωση στην οδό Βιάννου. Πληρ. τηλ. 228.923 ώρες καταστημάτων. (Π292) 1-5	[81, 168, 244, 267]
classified-ad: ΖΗΤΕΙΤΑΙ συντηρητής για ξενοδοχείο σε Λιμ. Χερσονήσου. Τηλ. 0897/22.583-22.584 (Z90) 1-3	[958, 594, 1115, 644]
column-8	[1314, 263, 1496, 2215]
classified-ad: ΟΙΚΟΠΕΔΑ προνομιούχο ΠΩΛΟΥΝΤΑΙ κοντά στο Πανεπιστημιακό Νοσοκομείο (έναντι ταβέρνας ΡΟΥΣΣΟΥ). Τηλ. 252.096 (Π237) 1-5	[255, 964, 424, 1026]
classified-ad: ΠΩΛΕΙΤΑΙ ο εξοπλισμός ουζερί-καφετέριας (ψυγεία, πάγκοι, καρέκλες, τραπέζια κ.λπ.) σε άριστη κατάσταση, καθώς και αυτοκίνητο I.X. HORIZON μοντέλο '78. Τηλ. 250.035, 255.062 από 8μμ.-10μμ. (Π1206) 1-10	[612, 726, 786, 825]
classified-ad: ΕΝΟΙΚΙΑΖΟΝΤΑΙ γκαρσονιέρα στην Ε. Αντιστάσεως. Τηλ. 225.845 ωρα (Ε467) 1-5	[1126, 362, 1303, 399]
column-rule	[249, 125, 250, 2078]
display-ad-trade-guide	[964, 1852, 1305, 2081]
classified-ad: ΕΝΟΙΚΙΑΖΕΤΑΙ διαμέρισμα. Τηλ. 234.284 (Ε387) 1-5	[1314, 1195, 1496, 1220]
classified-ad: ΠΩΛΕΙΤΑΙ νυμφικό τρικάρινο μοντ. '80, φορτηγό με χαρτιά Γερμανικό μοντ. '75, άριστη κατάσταση. Τηλ. 252.275 κάθε απόγευμα. (Π225) 1-3	[255, 1352, 424, 1414]
classified-ad: ΖΗΤΟΥΝΤΑΙ νέες για εργασία σε σουβλατζίδικο. Τηλ. 242.218 (Π1098) 1-5	[612, 1363, 786, 1400]
paper-logo: ΠΑΤΡΙΣ	[75, 60, 244, 111]
column-4	[612, 125, 786, 2078]
column-2	[255, 125, 424, 2078]
classified-ad: ΕΝΟΙΚΙΑΖΕΤΑΙ κατάστημα 270 τ.μ. με πατάρι 80τ.μ. ισόγειο στον Κόμβο Ηρακλείου. Τηλ. 237.585 (Ε193) 1-12	[1314, 563, 1496, 613]
paper-logo: ΠΑΤΡΙΣ	[770, 60, 932, 111]
ad-phone: Τηλ.: 221-070.	[1079, 1355, 1190, 1373]
classified-ad: ΠΩΛΕΙΤΑΙ φορτηγάκι ΚΙΑΜΑΣΤΕΡ 3/4 μοντ. '82. Τιμή 450.000 δρχ. Τηλ. 280.907 από 10π.μ.-2μ.μ. ή στην οδό Ανθεμίου 24. (Π283) 1-2	[81, 1507, 244, 1569]
classified-ad: Οικόπεδικές Επιχειρήσεις Γεωργ. και Χαλ. Πολυχρονάκη. ΠΩΛΟΥΝΤΑΙ επαμοραφίδα διαμερίσματα πολυτελούς κατασκευής στην οδό Ανδρ. Παπανδρέου. Επίσης ΖΗΤΕΙΤΑΙ οικόπεδο στην Αγία Σοφία. Τηλ. 255.776 (Π117) 1-5	[255, 638, 424, 738]
column-6	[958, 125, 1115, 1189]
classified-ad: ΖΗΤΕΙΤΑΙ υπάλληλος για ενοικιάσεις αυτοκινήτων. Τηλ. 225.002 (Z3) 1-5	[797, 1220, 947, 1257]
ad-subheading: Από Εταιρία Διανομών:	[974, 1474, 1295, 1497]
column-rule	[606, 125, 607, 2078]
classified-ad: ΖΗΤΟΥΝΤΑΙ σερβιτόροι για το καφενείο «ΕΛΕΝΑ Ε». Πληρ. τηλ. 241.195 (Z37) 1-5	[797, 951, 947, 988]
classified-ad: ΠΩΛΟΥΝΤΑΙ α) παπάκι HONDA C 50 ελαφρώς μεταχ/νο σε άριστη κατάσταση. β) HUNDAI αυτοκίνητο ελαφρώς μεταχειρισμένο 5000χλμ. μοντ. '88. Τιμή 790.000 μετρητοίς. γ) Τροχόσπιτο σε πολύ καλή κατάσταση σχεδόν καινούργιο. Διασ. 420. ΚΟΡΝΙΛΑΚΗ τηλ. 223.370 (Π287) 1-5	[81, 1081, 244, 1206]
